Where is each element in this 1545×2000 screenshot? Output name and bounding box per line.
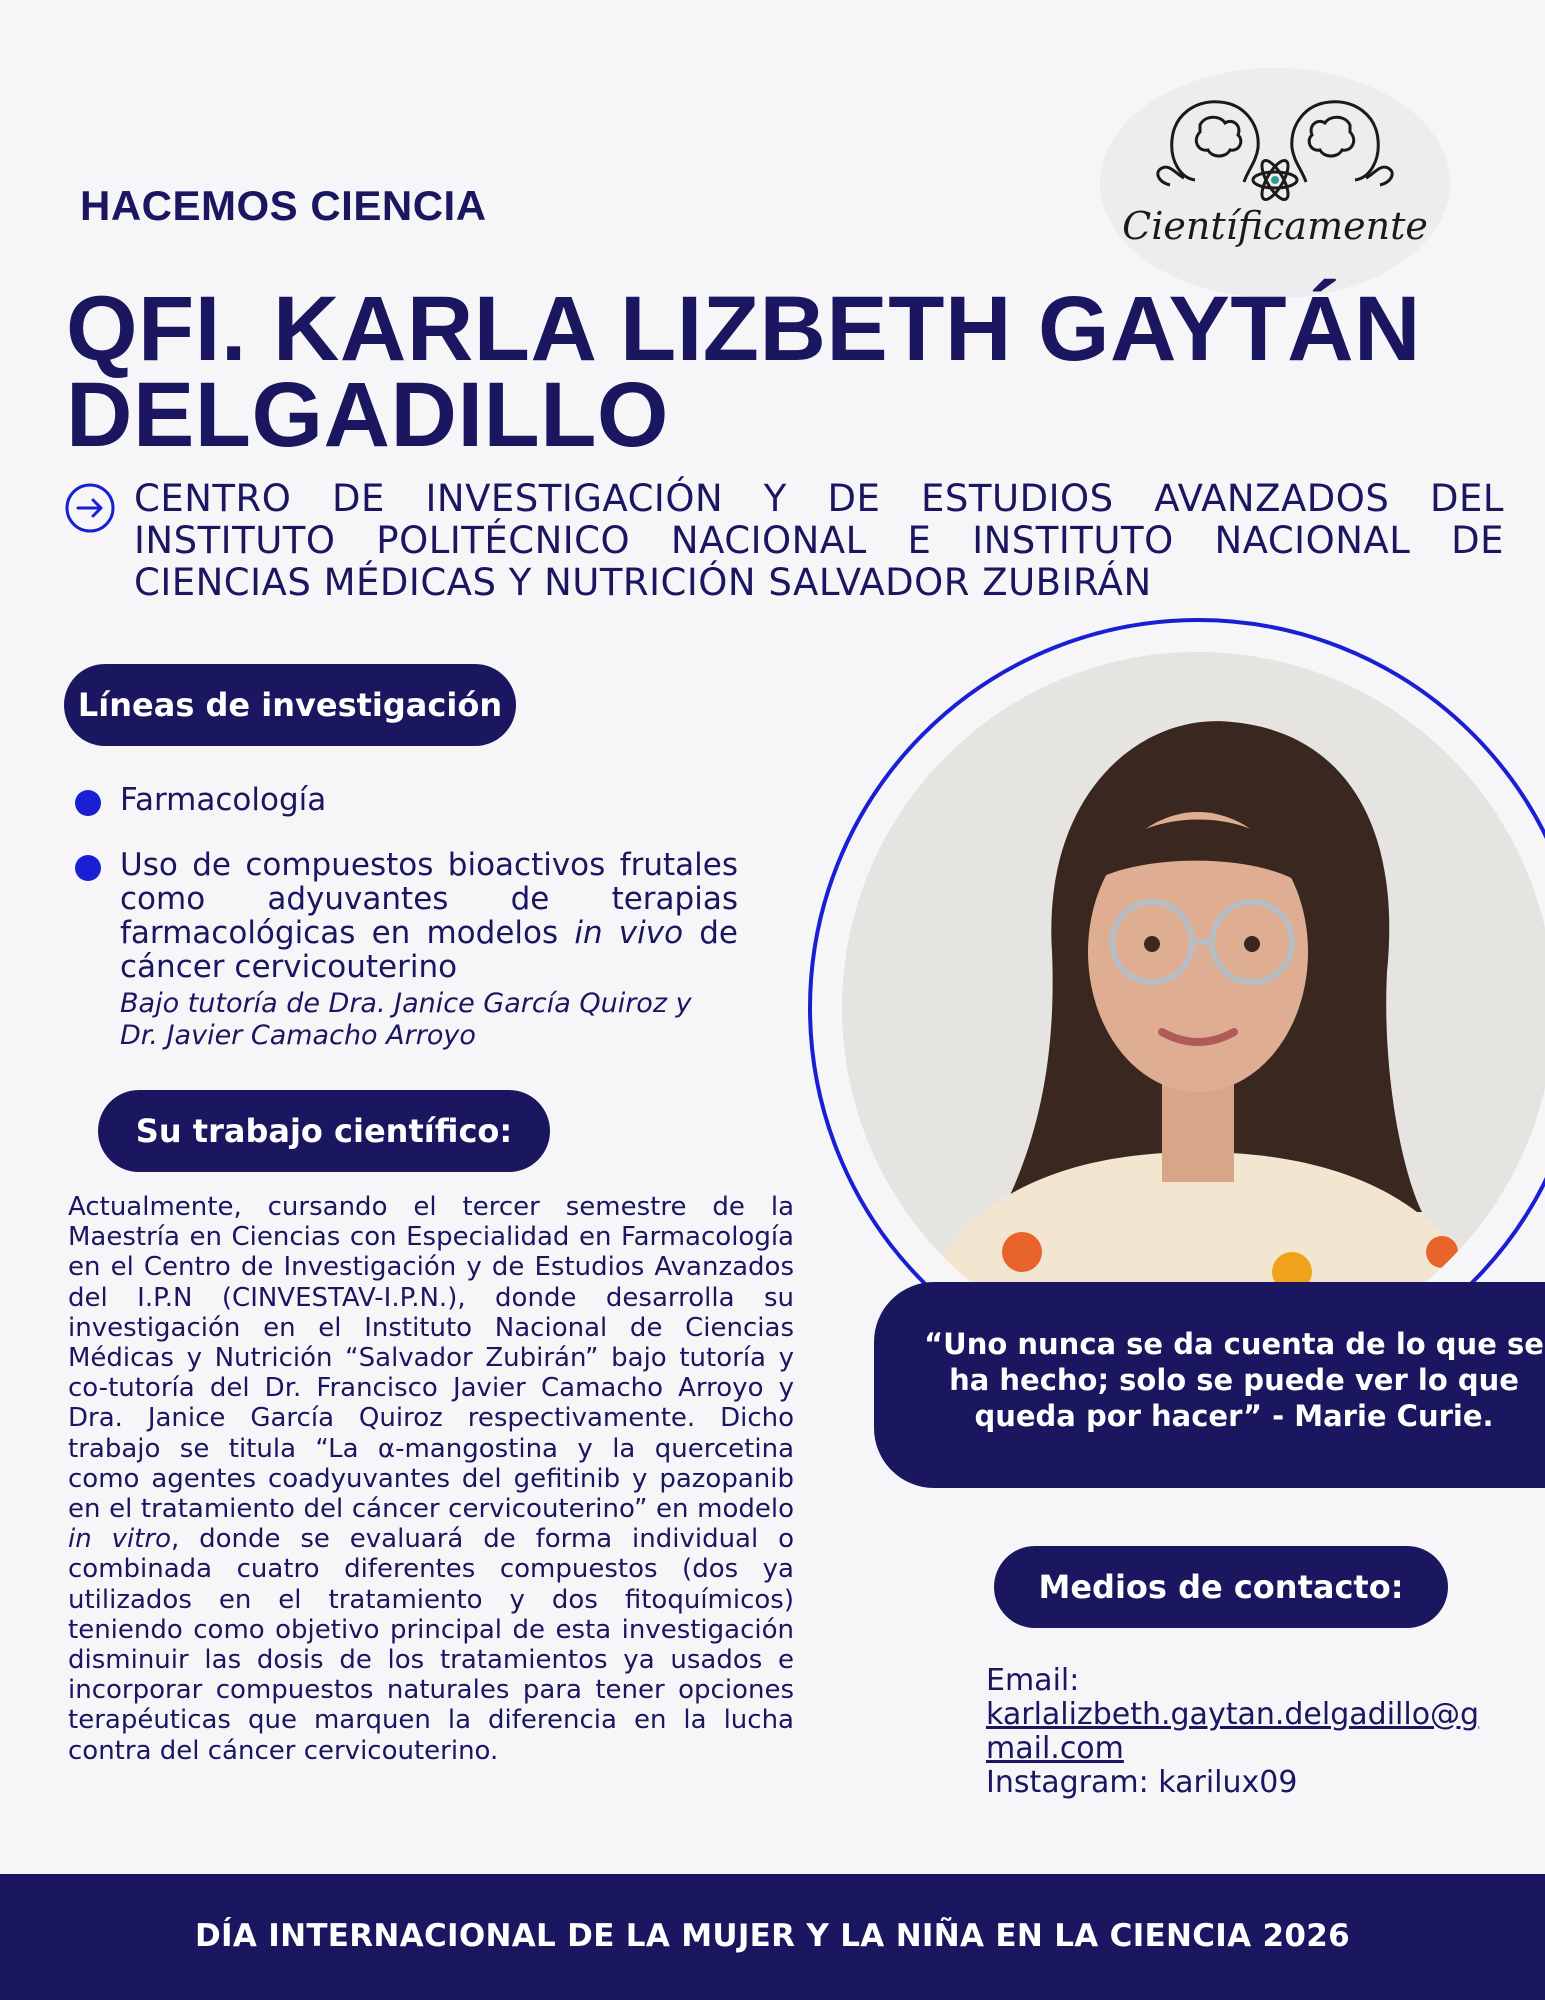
footer-bar: [0, 1874, 1545, 2000]
researcher-photo: [842, 652, 1545, 1364]
bullet-icon: [75, 790, 101, 816]
contact-info: [986, 1664, 1506, 1800]
research-item-bioactive: Uso de compuestos bioactivos frutales como adyuvantes de terapias farmacológicas en modelos in vivo de cáncer cervicouterino: [120, 847, 739, 985]
research-lines-heading: Líneas de investigación: [64, 664, 516, 746]
quote-text: “Uno nunca se da cuenta de lo que se ha hecho; solo se puede ver lo que queda por hacer” - Marie Curie.: [924, 1327, 1544, 1433]
instagram-handle: Instagram: karilux09: [986, 1765, 1298, 1800]
affiliation: CENTRO DE INVESTIGACIÓN Y DE ESTUDIOS AVANZADOS DEL INSTITUTO POLITÉCNICO NACIONAL E INSTITUTO NACIONAL DE CIENCIAS MÉDICAS Y NUTRICIÓN SALVADOR ZUBIRÁN: [134, 477, 1504, 604]
research-item-pharmacology: Farmacología: [120, 782, 327, 818]
cientificamente-logo: [1100, 68, 1450, 298]
logo-text: Científicamente: [1122, 204, 1428, 248]
bullet-icon: [75, 855, 101, 881]
email-link[interactable]: karlalizbeth.gaytan.delgadillo@gmail.com: [986, 1697, 1480, 1766]
research-tutor: Bajo tutoría de Dra. Janice García Quiroz y Dr. Javier Camacho Arroyo: [120, 988, 692, 1051]
researcher-name: QFI. KARLA LIZBETH GAYTÁN DELGADILLO: [66, 278, 1421, 466]
footer-text: DÍA INTERNACIONAL DE LA MUJER Y LA NIÑA EN LA CIENCIA 2026: [195, 1918, 1350, 1954]
quote-box: [874, 1282, 1545, 1488]
scientific-work-text: Actualmente, cursando el tercer semestre de la Maestría en Ciencias con Especialidad en Farmacología en el Centro de Investigación y de Estudios Avanzados del I.P.N (CINVESTAV-I.P.N.), donde desarrolla su investigación en el Instituto Nacional de Ciencias Médicas y Nutrición “Salvador Zubirán” bajo tutoría y co-tutoría del Dr. Francisco Javier Camacho Arroyo y Dra. Janice García Quiroz respectivamente. Dicho trabajo se titula “La α-mangostina y la quercetina como agentes coadyuvantes del gefitinib y pazopanib en el tratamiento del cáncer cervicouterino” en modelo in vitro, donde se evaluará de forma individual o combinada cuatro diferentes compuestos (dos ya utilizados en el tratamiento y dos fitoquímicos) teniendo como objetivo principal de esta investigación disminuir las dosis de los tratamientos ya usados e incorporar compuestos naturales para tener opciones terapéuticas que marquen la diferencia en la lucha contra del cáncer cervicouterino.: [68, 1192, 794, 1766]
email-label: Email:: [986, 1663, 1080, 1698]
contact-heading: Medios de contacto:: [994, 1546, 1448, 1628]
scientific-work-heading: Su trabajo científico:: [98, 1090, 550, 1172]
brain-heads-logo-icon: [1140, 90, 1410, 210]
arrow-circle-icon: [64, 482, 116, 534]
kicker-heading: HACEMOS CIENCIA: [80, 182, 487, 229]
